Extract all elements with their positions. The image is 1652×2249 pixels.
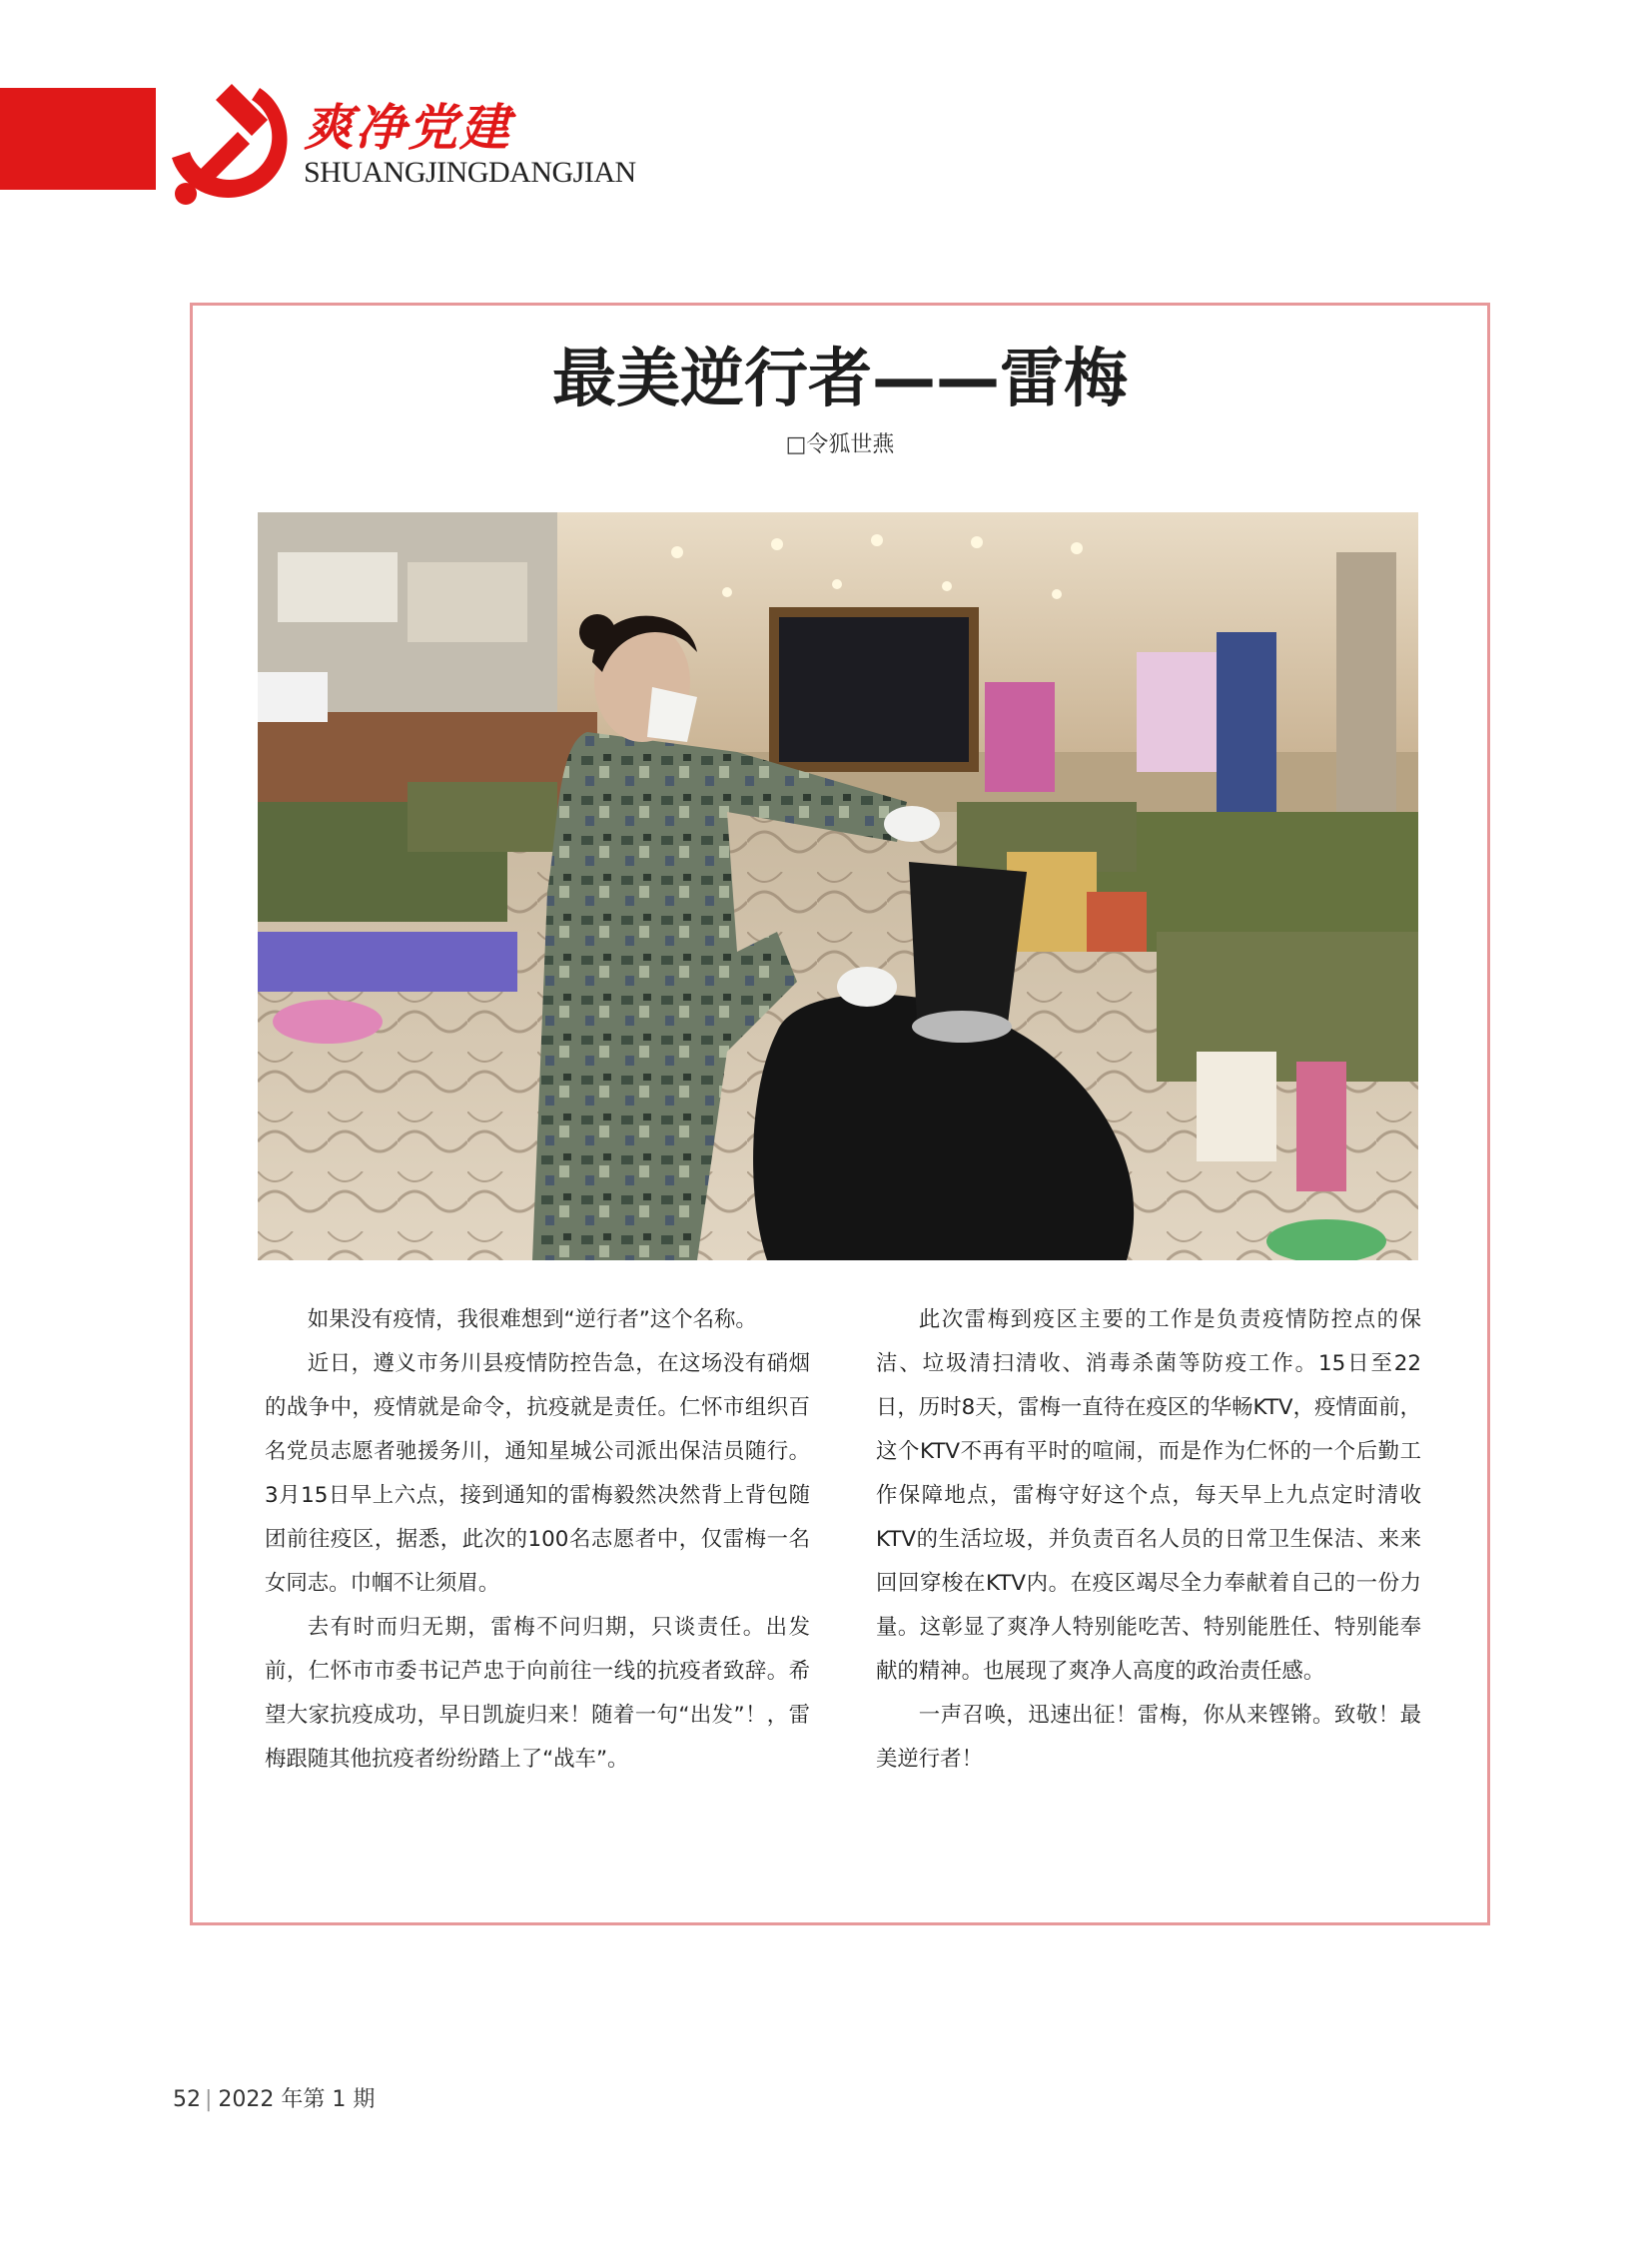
article-title: 最美逆行者——雷梅	[552, 343, 1128, 416]
paragraph: 如果没有疫情，我很难想到“逆行者”这个名称。	[307, 1307, 757, 1332]
issue-label: 2022 年第 1 期	[218, 2087, 376, 2112]
page-number: 52	[173, 2087, 201, 2112]
hammer-and-sickle-icon	[160, 70, 310, 210]
header-red-block	[0, 88, 156, 190]
article-author: □令狐世燕	[785, 432, 895, 457]
paragraph: 去有时而归无期，雷梅不问归期，只谈责任。出发前，仁怀市市委书记芦忠于向前往一线的抗疫者致辞。希望大家抗疫成功，早日凯旋归来！随着一句“出发”！，雷梅跟随其他抗疫者纷纷踏上了“战车”。	[265, 1615, 810, 1772]
brand-subtitle: SHUANGJINGDANGJIAN	[304, 156, 636, 189]
article-body-left	[265, 1298, 810, 1782]
paragraph: 此次雷梅到疫区主要的工作是负责疫情防控点的保洁、垃圾清扫清收、消毒杀菌等防疫工作。15日至22日，历时8天，雷梅一直待在疫区的华畅KTV，疫情面前，这个KTV不再有平时的喧闹，而是作为仁怀的一个后勤工作保障地点，雷梅守好这个点，每天早上九点定时清收KTV的生活垃圾，并负责百名人员的日常卫生保洁、来来回回穿梭在KTV内。在疫区竭尽全力奉献着自己的一份力量。这彰显了爽净人特别能吃苦、特别能胜任、特别能奉献的精神。也展现了爽净人高度的政治责任感。	[876, 1307, 1421, 1684]
article-photo	[258, 512, 1418, 1260]
paragraph: 近日，遵义市务川县疫情防控告急，在这场没有硝烟的战争中，疫情就是命令，抗疫就是责任。仁怀市组织百名党员志愿者驰援务川，通知星城公司派出保洁员随行。3月15日早上六点，接到通知的雷梅毅然决然背上背包随团前往疫区，据悉，此次的100名志愿者中，仅雷梅一名女同志。巾帼不让须眉。	[265, 1351, 810, 1596]
brand-title: 爽净党建	[304, 99, 511, 157]
paragraph: 一声召唤，迅速出征！雷梅，你从来铿锵。致敬！最美逆行者！	[876, 1703, 1421, 1772]
page-folio	[173, 2082, 375, 2113]
article-body-right	[876, 1298, 1421, 1782]
folio-divider: |	[205, 2087, 213, 2112]
